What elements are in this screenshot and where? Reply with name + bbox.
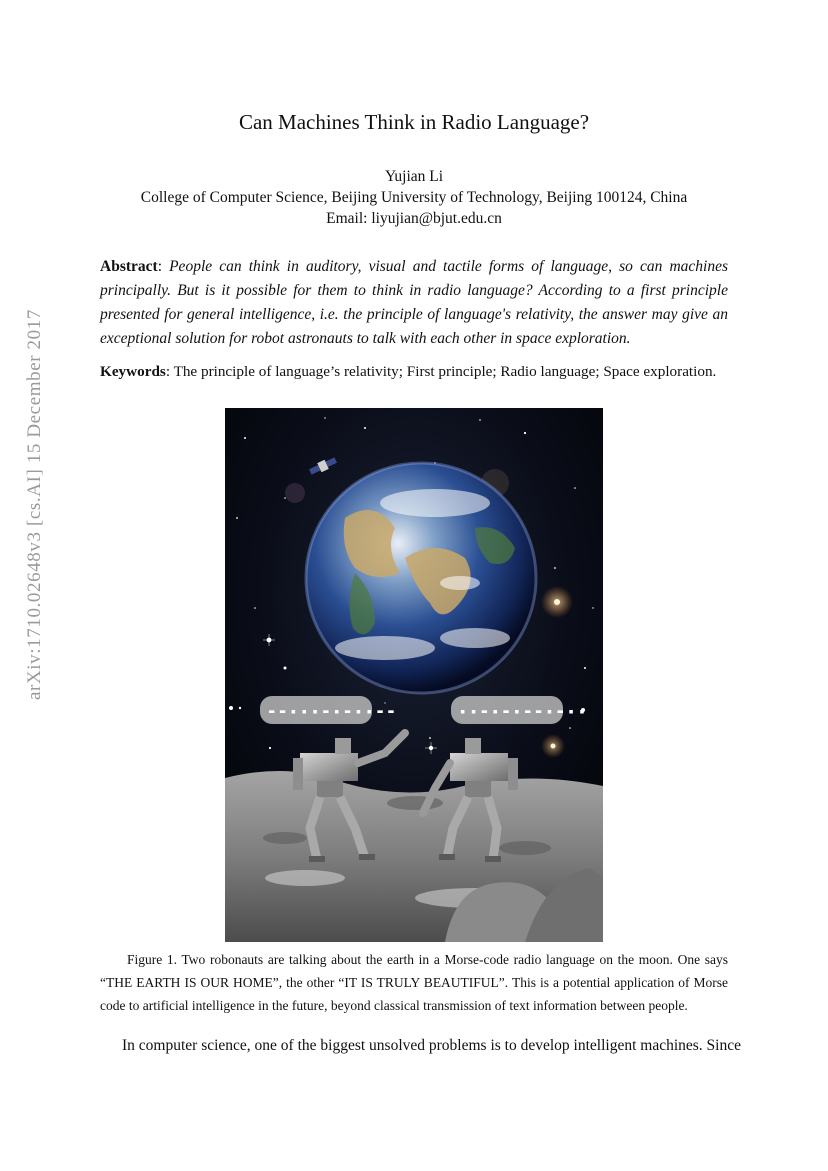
figure-caption-text: Figure 1. Two robonauts are talking about the earth in a Morse-code radio language on the moon. One says “THE EARTH IS OUR HOME”, the other “IT IS TRULY BEAUTIFUL”. This is a potential application of Morse code to artificial intelligence in the future, beyond classical transmission of text information between people. — [100, 952, 728, 1013]
figure-robonauts-on-moon — [225, 408, 603, 942]
body-paragraph: In computer science, one of the biggest unsolved problems is to develop intelligent machines. Since — [122, 1037, 741, 1054]
abstract-text: People can think in auditory, visual and tactile forms of language, so can machines principally. But is it possible for them to think in radio language? According to a first principle presented for general intelligence, i.e. the principle of language's relativity, the answer may give an exceptional solution for robot astronauts to talk with each other in space exploration. — [100, 258, 728, 347]
arxiv-identifier: arXiv:1710.02648v3 [cs.AI] 15 December 2017 — [24, 309, 45, 700]
keywords-text: The principle of language’s relativity; First principle; Radio language; Space exploration. — [173, 363, 717, 380]
right-morse-bubble: ▪ ▪ ▬ ▪ ▬ ▪ ▬ ▬ ▪ ▬ ▪ ▪ — [460, 707, 585, 717]
left-morse-bubble: ▬ ▬ ▪ ▪ ▪ ▬ ▪ ▬ ▪ ▪ ▬ ▬ — [269, 707, 394, 717]
abstract-label: Abstract — [100, 258, 158, 275]
keywords — [100, 362, 740, 382]
author-affiliation: College of Computer Science, Beijing University of Technology, Beijing 100124, China — [140, 189, 688, 206]
paper-title: Can Machines Think in Radio Language? — [238, 110, 590, 134]
keywords-label: Keywords — [100, 363, 166, 380]
abstract-separator: : — [157, 258, 170, 275]
abstract — [100, 255, 728, 351]
figure-caption — [100, 948, 728, 1017]
keywords-separator: : — [165, 363, 174, 380]
author-name: Yujian Li — [384, 168, 444, 185]
author-email: Email: liyujian@bjut.edu.cn — [326, 210, 502, 227]
